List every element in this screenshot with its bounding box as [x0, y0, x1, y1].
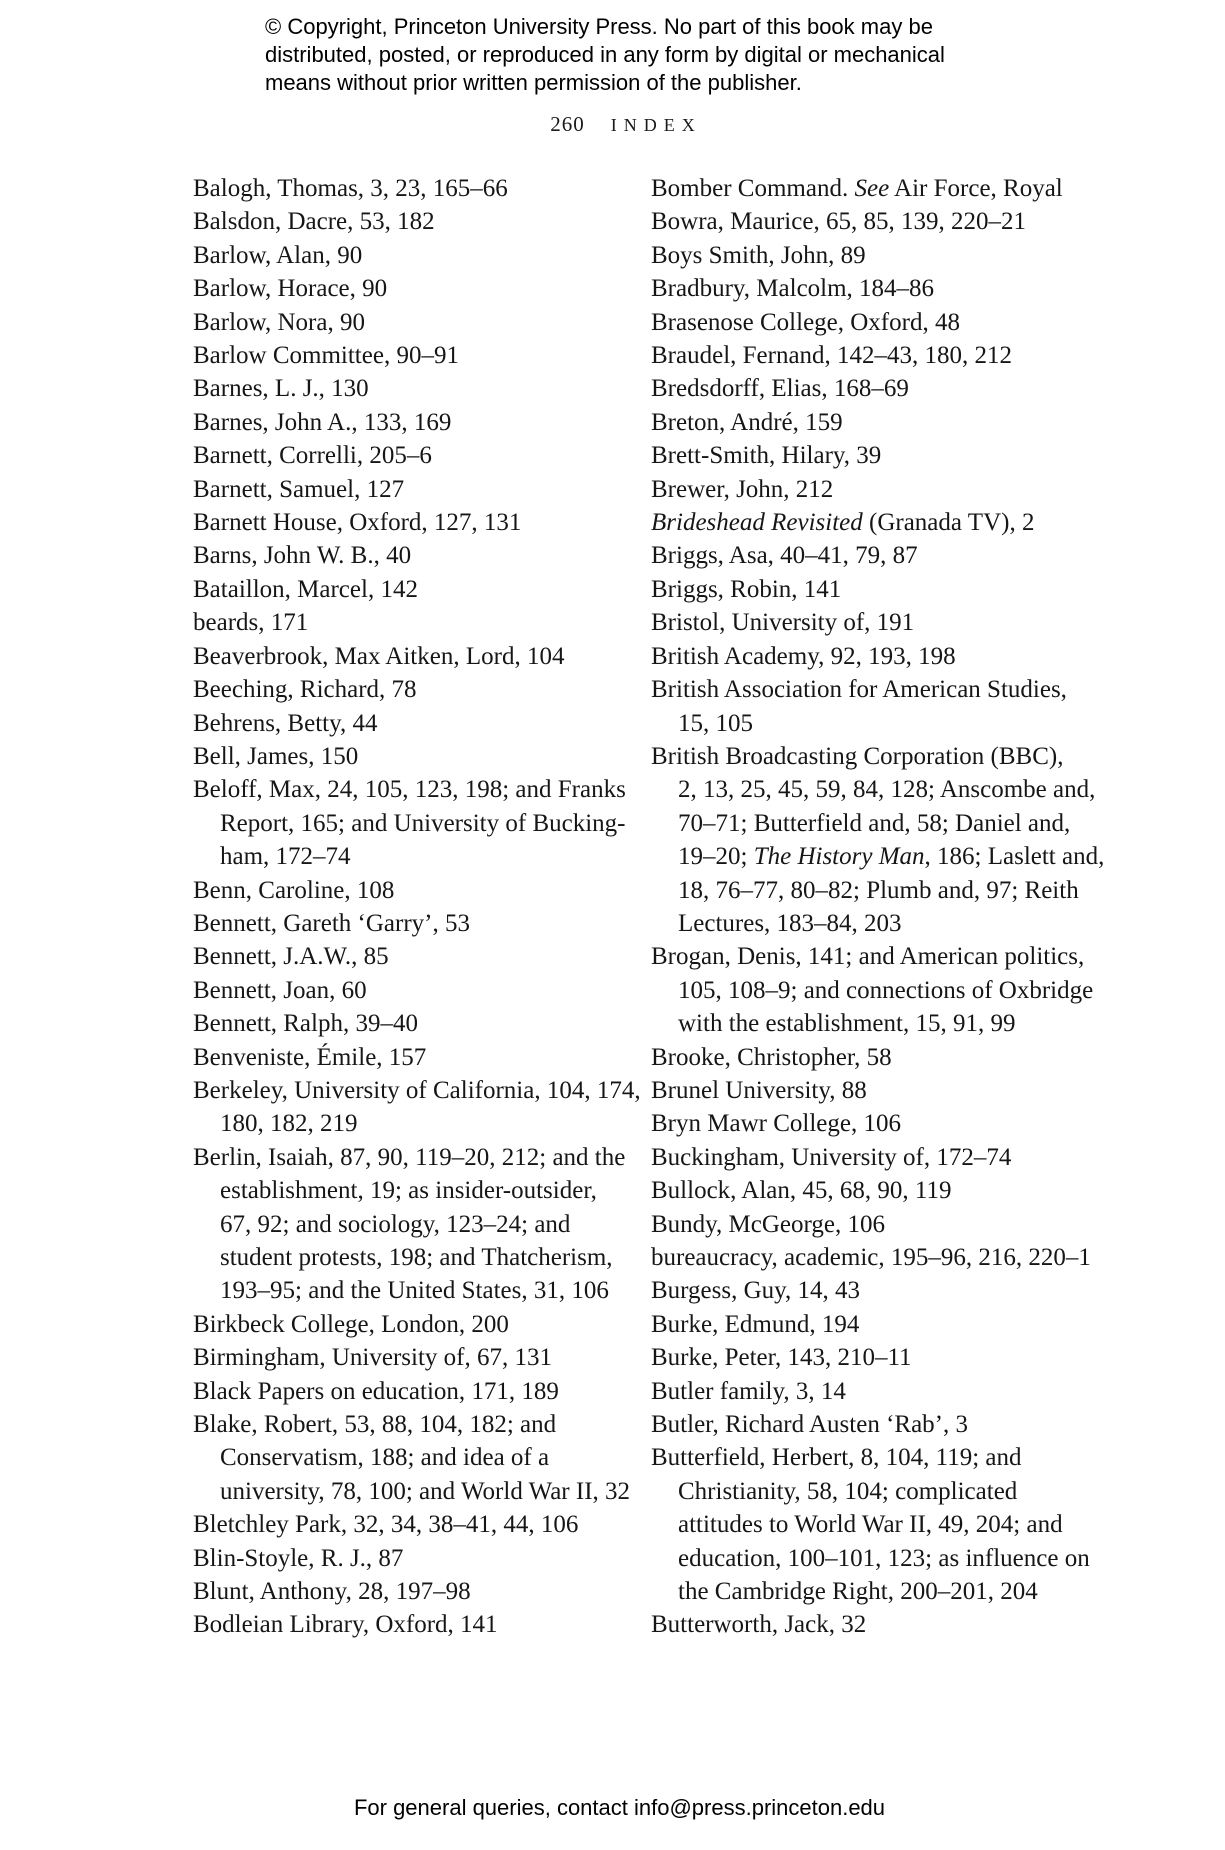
index-entry: Brogan, Denis, 141; and American politics, [651, 943, 1085, 971]
index-entry-continuation-line: student protests, 198; and Thatcherism, [220, 1244, 613, 1271]
index-entry: Burke, Edmund, 194 [651, 1310, 860, 1338]
index-column-right [651, 172, 1105, 1642]
index-entry: Butterworth, Jack, 32 [651, 1611, 867, 1639]
index-entry: Berlin, Isaiah, 87, 90, 119–20, 212; and the [193, 1143, 626, 1171]
index-entry: Bodleian Library, Oxford, 141 [193, 1611, 498, 1639]
index-entry: Brooke, Christopher, 58 [651, 1043, 892, 1071]
index-columns [193, 172, 1105, 1642]
index-entry: Bataillon, Marcel, 142 [193, 575, 418, 603]
index-entry: Bletchley Park, 32, 34, 38–41, 44, 106 [193, 1511, 579, 1539]
italic-text: Brideshead Revisited [651, 509, 863, 537]
index-entry: Bennett, J.A.W., 85 [193, 943, 389, 971]
index-entry: Bundy, McGeorge, 106 [651, 1210, 885, 1238]
copyright-line: means without prior written permission of the publisher. [265, 70, 802, 95]
index-entry: Bredsdorff, Elias, 168–69 [651, 375, 909, 403]
index-entry: British Broadcasting Corporation (BBC), [651, 742, 1064, 770]
index-entry-continuation-line: 19–20; The History Man, 186; Laslett and, [678, 843, 1105, 871]
index-entry: Butterfield, Herbert, 8, 104, 119; and [651, 1444, 1022, 1472]
index-entry-continuation-line: 15, 105 [678, 709, 753, 737]
copyright-line: distributed, posted, or reproduced in any form by digital or mechanical [265, 42, 945, 67]
index-entry: Barlow, Nora, 90 [193, 308, 365, 336]
index-entry: Bennett, Ralph, 39–40 [193, 1010, 418, 1038]
index-entry: Briggs, Asa, 40–41, 79, 87 [651, 542, 918, 570]
index-entry: Brideshead Revisited (Granada TV), 2 [651, 509, 1035, 537]
index-entry-continuation-line: attitudes to World War II, 49, 204; and [678, 1511, 1063, 1539]
italic-text: See [854, 175, 890, 202]
index-entry: Briggs, Robin, 141 [651, 575, 842, 603]
index-entry-continuation-line: ham, 172–74 [220, 843, 351, 871]
index-entry: Breton, André, 159 [651, 408, 843, 436]
index-entry: Bennett, Gareth ‘Garry’, 53 [193, 909, 470, 937]
index-entry-continuation-line: education, 100–101, 123; as influence on [678, 1544, 1090, 1572]
index-entry: Bennett, Joan, 60 [193, 976, 367, 1004]
page-header [27, 112, 1225, 137]
index-entry-continuation-line: 105, 108–9; and connections of Oxbridge [678, 976, 1094, 1004]
index-entry: Balogh, Thomas, 3, 23, 165–66 [193, 175, 508, 202]
index-entry: Beloff, Max, 24, 105, 123, 198; and Franks [193, 776, 626, 804]
index-entry: Braudel, Fernand, 142–43, 180, 212 [651, 342, 1013, 370]
index-entry: Bristol, University of, 191 [651, 609, 915, 637]
index-entry: Brett-Smith, Hilary, 39 [651, 442, 882, 470]
index-entry-continuation-line: the Cambridge Right, 200–201, 204 [678, 1578, 1038, 1606]
index-entry: Bell, James, 150 [193, 742, 359, 770]
index-entry-continuation-line: 193–95; and the United States, 31, 106 [220, 1277, 609, 1305]
index-entry: Burke, Peter, 143, 210–11 [651, 1344, 912, 1372]
index-entry: Buckingham, University of, 172–74 [651, 1143, 1012, 1171]
index-entry: Bullock, Alan, 45, 68, 90, 119 [651, 1177, 952, 1205]
index-entry: beards, 171 [193, 609, 309, 637]
index-entry: Behrens, Betty, 44 [193, 709, 378, 737]
index-entry-continuation-line: 180, 182, 219 [220, 1110, 358, 1138]
index-entry-continuation-line: establishment, 19; as insider-outsider, [220, 1177, 597, 1205]
index-entry: Barlow Committee, 90–91 [193, 342, 459, 370]
index-entry: Barns, John W. B., 40 [193, 542, 412, 570]
copyright-line: © Copyright, Princeton University Press. No part of this book may be [265, 14, 933, 39]
index-entry: Barnett, Samuel, 127 [193, 475, 405, 503]
footer-text: For general queries, contact info@press.princeton.edu [353, 1795, 886, 1820]
index-entry: British Association for American Studies, [651, 676, 1067, 704]
copyright-notice [265, 13, 945, 97]
index-entry-continuation-line: 18, 76–77, 80–82; Plumb and, 97; Reith [678, 876, 1079, 904]
index-entry-continuation-line: 70–71; Butterfield and, 58; Daniel and, [678, 809, 1071, 837]
index-entry: Barlow, Alan, 90 [193, 241, 363, 269]
index-entry: Bomber Command. See Air Force, Royal [651, 175, 1063, 202]
index-entry: Barnett House, Oxford, 127, 131 [193, 509, 522, 537]
index-entry-continuation-line: Report, 165; and University of Bucking- [220, 809, 626, 837]
italic-text: The History Man [753, 843, 925, 871]
index-entry: British Academy, 92, 193, 198 [651, 642, 956, 670]
index-entry-continuation-line: Conservatism, 188; and idea of a [220, 1444, 550, 1472]
index-title: INDEX [610, 115, 702, 135]
index-entry: Beeching, Richard, 78 [193, 676, 417, 704]
index-entry: Bowra, Maurice, 65, 85, 139, 220–21 [651, 208, 1026, 236]
index-entry: Berkeley, University of California, 104, 174, [193, 1076, 641, 1104]
index-entry: Butler family, 3, 14 [651, 1377, 846, 1405]
index-entry: Boys Smith, John, 89 [651, 241, 866, 269]
page-number: 260 [550, 112, 585, 136]
index-entry: Brasenose College, Oxford, 48 [651, 308, 960, 336]
index-entry-continuation-line: 2, 13, 25, 45, 59, 84, 128; Anscombe and, [678, 776, 1096, 804]
index-entry-continuation-line: university, 78, 100; and World War II, 32 [220, 1477, 631, 1505]
index-entry: bureaucracy, academic, 195–96, 216, 220–1 [651, 1244, 1091, 1271]
index-entry: Barlow, Horace, 90 [193, 275, 388, 303]
index-entry: Benn, Caroline, 108 [193, 876, 395, 904]
index-entry-continuation-line: with the establishment, 15, 91, 99 [678, 1010, 1016, 1038]
index-entry: Black Papers on education, 171, 189 [193, 1377, 559, 1405]
index-column-left [193, 172, 651, 1642]
index-entry: Birmingham, University of, 67, 131 [193, 1344, 552, 1372]
index-entry: Blunt, Anthony, 28, 197–98 [193, 1578, 471, 1606]
index-entry-continuation-line: Christianity, 58, 104; complicated [678, 1477, 1018, 1505]
index-entry: Barnes, L. J., 130 [193, 375, 369, 403]
index-entry: Birkbeck College, London, 200 [193, 1310, 509, 1338]
index-entry-continuation-line: Lectures, 183–84, 203 [678, 909, 902, 937]
index-entry: Benveniste, Émile, 157 [193, 1043, 427, 1071]
index-entry: Brunel University, 88 [651, 1076, 867, 1104]
index-entry: Bradbury, Malcolm, 184–86 [651, 275, 935, 303]
index-entry: Bryn Mawr College, 106 [651, 1110, 901, 1138]
index-entry: Blake, Robert, 53, 88, 104, 182; and [193, 1411, 557, 1439]
index-entry: Barnes, John A., 133, 169 [193, 408, 452, 436]
page-footer [14, 1795, 1225, 1821]
index-entry: Barnett, Correlli, 205–6 [193, 442, 432, 470]
index-entry: Beaverbrook, Max Aitken, Lord, 104 [193, 642, 565, 670]
index-entry: Blin-Stoyle, R. J., 87 [193, 1544, 404, 1572]
index-entry-continuation-line: 67, 92; and sociology, 123–24; and [220, 1210, 571, 1238]
index-entry: Brewer, John, 212 [651, 475, 834, 503]
index-entry: Butler, Richard Austen ‘Rab’, 3 [651, 1411, 968, 1439]
index-entry: Balsdon, Dacre, 53, 182 [193, 208, 435, 236]
index-entry: Burgess, Guy, 14, 43 [651, 1277, 861, 1305]
